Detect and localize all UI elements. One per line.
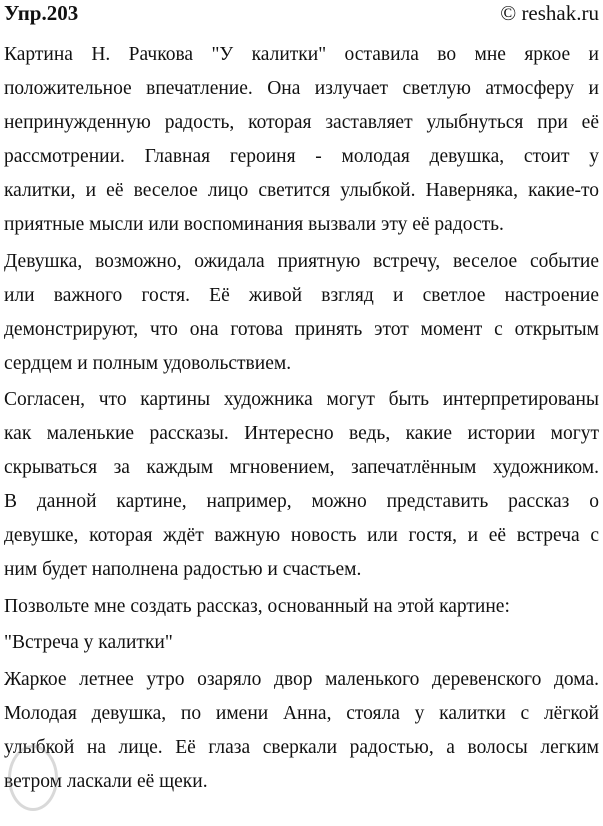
text-line: демонстрируют, что она готова принять этот момент с открытым (4, 318, 599, 340)
text-line: улыбкой на лице. Её глаза сверкали радостью, а волосы легким (4, 736, 599, 758)
text-line: приятные мысли или воспоминания вызвали эту её радость. (4, 214, 504, 235)
text-line: Картина Н. Рачкова "У калитки" оставила во мне яркое и (4, 44, 599, 65)
text-line: Молодая девушка, по имени Анна, стояла у калитки с лёгкой (4, 702, 599, 724)
text-line: ветром ласкали её щеки. (4, 770, 208, 792)
document-body (4, 38, 599, 801)
paragraph (4, 245, 599, 381)
paragraph (4, 590, 599, 624)
text-line: как маленькие рассказы. Интересно ведь, какие истории могут (4, 423, 599, 444)
text-line: девушке, которая ждёт важную новость или гостя, и её встреча с (4, 525, 599, 546)
copyright-label: © reshak.ru (500, 1, 599, 25)
text-line: ним будет наполнена радостью и счастьем. (4, 559, 362, 580)
paragraph (4, 626, 599, 660)
text-line: положительное впечатление. Она излучает светлую атмосферу и (4, 78, 599, 99)
paragraph (4, 383, 599, 587)
text-line: калитки, и её веселое лицо светится улыбкой. Наверняка, какие-то (4, 180, 599, 201)
text-line: В данной картине, например, можно представить рассказ о (4, 491, 599, 512)
text-line: или важного гостя. Её живой взгляд и светлое настроение (4, 284, 599, 306)
text-line: скрываться за каждым мгновением, запечатлённым художником. (4, 457, 599, 478)
text-line: Позвольте мне создать рассказ, основанный на этой картине: (4, 595, 510, 617)
paragraph (4, 38, 599, 242)
exercise-title: Упр.203 (4, 1, 79, 25)
paragraph (4, 663, 599, 799)
text-line: Жаркое летнее утро озаряло двор маленького деревенского дома. (4, 668, 599, 690)
text-line: сердцем и полным удовольствием. (4, 352, 292, 374)
text-line: рассмотрении. Главная героиня - молодая девушка, стоит у (4, 146, 599, 167)
text-line: непринужденную радость, которая заставляет улыбнуться при её (4, 112, 599, 133)
page-header (4, 0, 599, 30)
text-line: Согласен, что картины художника могут быть интерпретированы (4, 389, 599, 410)
text-line: Девушка, возможно, ожидала приятную встречу, веселое событие (4, 250, 599, 272)
text-line: "Встреча у калитки" (4, 632, 173, 653)
